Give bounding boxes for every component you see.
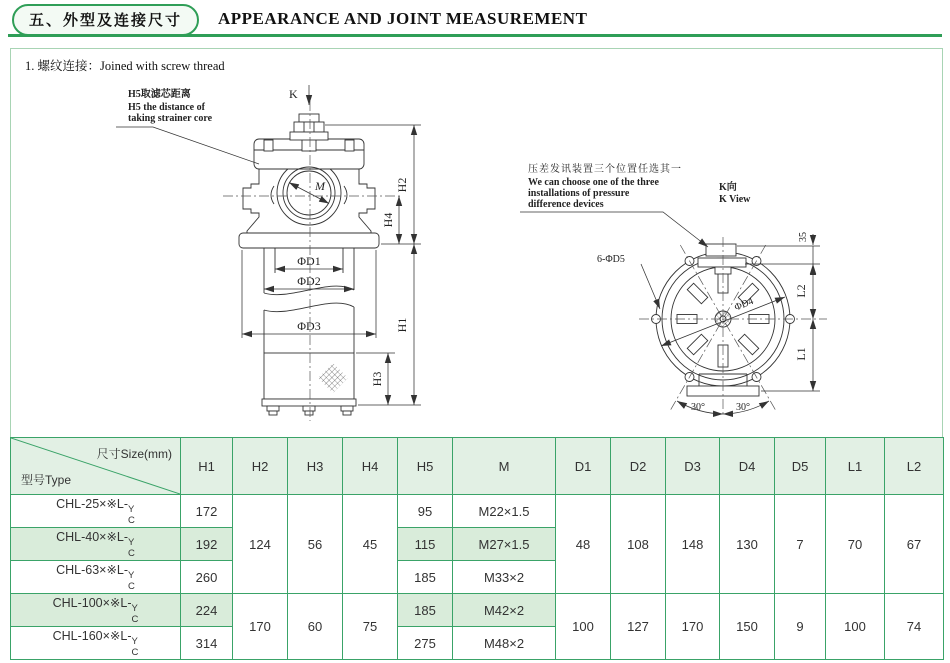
pressure-note-en2: installations of pressure xyxy=(528,188,630,199)
col-header-h2: H2 xyxy=(233,438,288,495)
cell-m: M27×1.5 xyxy=(453,528,556,561)
col-header-h1: H1 xyxy=(181,438,233,495)
pressure-note-en3: difference devices xyxy=(528,199,604,210)
cell-d2-group2: 127 xyxy=(611,594,666,660)
angle-label-left: 30° xyxy=(691,402,705,413)
size-unit-label: 尺寸Size(mm) xyxy=(96,447,172,461)
col-header-d5: D5 xyxy=(775,438,826,495)
dim-label-d4: ΦD4 xyxy=(732,295,756,314)
k-view-label-cn: K向 xyxy=(719,182,737,193)
col-header-l2: L2 xyxy=(885,438,944,495)
cell-d4-group2: 150 xyxy=(720,594,775,660)
technical-drawings xyxy=(11,71,944,431)
cell-m: M42×2 xyxy=(453,594,556,627)
dim-label-h4: H4 xyxy=(381,212,395,228)
cell-h1: 314 xyxy=(181,627,233,660)
k-arrow-label: K xyxy=(289,87,298,101)
cell-model: CHL-100×※L- Y C xyxy=(11,594,181,627)
col-header-d1: D1 xyxy=(556,438,611,495)
cell-l1-group2: 100 xyxy=(826,594,885,660)
dim-label-h1: H1 xyxy=(395,317,409,333)
dim-label-d5: 6-ΦD5 xyxy=(597,254,625,265)
cell-h5: 185 xyxy=(398,594,453,627)
cell-model: CHL-40×※L- Y C xyxy=(11,528,181,561)
cell-h5: 115 xyxy=(398,528,453,561)
col-header-d3: D3 xyxy=(666,438,720,495)
col-header-h3: H3 xyxy=(288,438,343,495)
table-row xyxy=(11,594,944,627)
col-header-d2: D2 xyxy=(611,438,666,495)
content-box xyxy=(10,48,943,660)
cell-h5: 95 xyxy=(398,495,453,528)
cell-m: M22×1.5 xyxy=(453,495,556,528)
cell-model: CHL-25×※L- Y C xyxy=(11,495,181,528)
page-title-pill xyxy=(12,4,199,36)
cell-h3-group1: 56 xyxy=(288,495,343,594)
cell-h2-group2: 170 xyxy=(233,594,288,660)
table-row xyxy=(11,495,944,528)
dim-label-l2: L2 xyxy=(794,284,808,298)
page-title-cn: 五、外型及连接尺寸 xyxy=(29,12,183,29)
table-header-row xyxy=(11,438,944,495)
cell-l1-group1: 70 xyxy=(826,495,885,594)
h5-note-en2: taking strainer core xyxy=(128,113,213,124)
dim-label-l1: L1 xyxy=(794,347,808,361)
cell-h3-group2: 60 xyxy=(288,594,343,660)
cell-h1: 172 xyxy=(181,495,233,528)
cell-d3-group2: 170 xyxy=(666,594,720,660)
col-header-h4: H4 xyxy=(343,438,398,495)
cell-d3-group1: 148 xyxy=(666,495,720,594)
k-view-drawing xyxy=(520,162,827,417)
cell-d5-group2: 9 xyxy=(775,594,826,660)
cell-d1-group1: 48 xyxy=(556,495,611,594)
cell-h5: 275 xyxy=(398,627,453,660)
col-header-d4: D4 xyxy=(720,438,775,495)
cell-h1: 192 xyxy=(181,528,233,561)
dim-label-m: M xyxy=(315,179,325,193)
cell-h2-group1: 124 xyxy=(233,495,288,594)
cell-h5: 185 xyxy=(398,561,453,594)
cell-h4-group2: 75 xyxy=(343,594,398,660)
dim-label-d1: ΦD1 xyxy=(297,254,321,268)
angle-label-right: 30° xyxy=(736,402,750,413)
cell-l2-group1: 67 xyxy=(885,495,944,594)
dimension-table xyxy=(10,437,944,660)
dim-label-h3: H3 xyxy=(370,371,384,387)
dim-label-35: 35 xyxy=(798,232,809,242)
front-view-drawing xyxy=(116,85,421,421)
cell-m: M33×2 xyxy=(453,561,556,594)
cell-h1: 224 xyxy=(181,594,233,627)
cell-d2-group1: 108 xyxy=(611,495,666,594)
cell-model: CHL-160×※L- Y C xyxy=(11,627,181,660)
dim-label-d2: ΦD2 xyxy=(297,274,321,288)
cell-m: M48×2 xyxy=(453,627,556,660)
col-header-h5: H5 xyxy=(398,438,453,495)
pressure-note-en1: We can choose one of the three xyxy=(528,177,659,188)
cell-l2-group2: 74 xyxy=(885,594,944,660)
corner-header-cell xyxy=(11,438,181,495)
cell-h1: 260 xyxy=(181,561,233,594)
pressure-note-cn: 压差发讯装置三个位置任选其一 xyxy=(528,164,682,175)
h5-note-en1: H5 the distance of xyxy=(128,102,205,113)
cell-d4-group1: 130 xyxy=(720,495,775,594)
k-view-label-en: K View xyxy=(719,194,751,205)
col-header-m: M xyxy=(453,438,556,495)
cell-d1-group2: 100 xyxy=(556,594,611,660)
dim-label-h2: H2 xyxy=(395,177,409,193)
cell-model: CHL-63×※L- Y C xyxy=(11,561,181,594)
page-title-en: APPEARANCE AND JOINT MEASUREMENT xyxy=(218,9,588,28)
section-label: 1. 螺纹连接：Joined with screw thread xyxy=(25,59,225,73)
h5-note-cn: H5取滤芯距离 xyxy=(128,89,191,100)
cell-h4-group1: 45 xyxy=(343,495,398,594)
dim-label-d3: ΦD3 xyxy=(297,319,321,333)
type-label: 型号Type xyxy=(21,473,72,487)
col-header-l1: L1 xyxy=(826,438,885,495)
cell-d5-group1: 7 xyxy=(775,495,826,594)
